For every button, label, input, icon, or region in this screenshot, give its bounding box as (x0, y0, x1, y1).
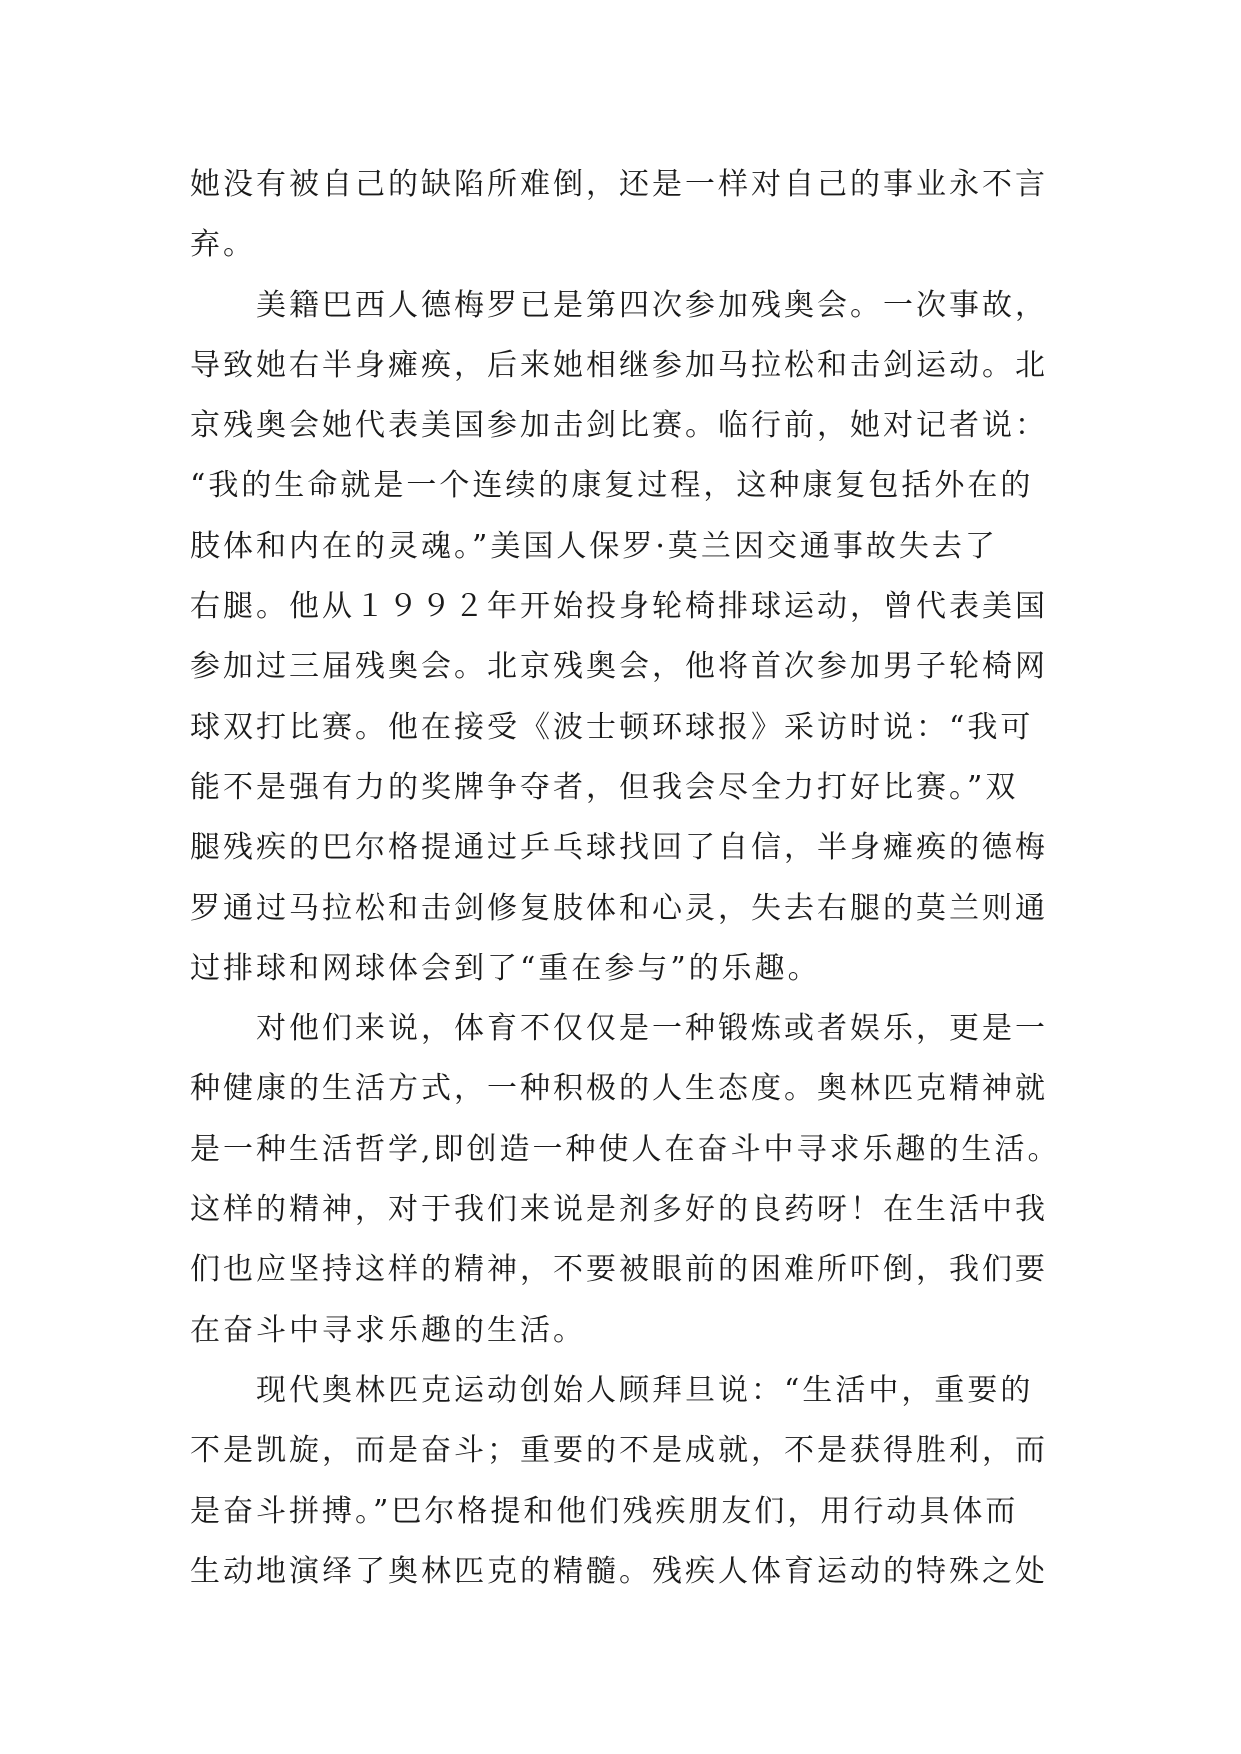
text-line: 过排球和网球体会到了“重在参与”的乐趣。 (190, 950, 821, 986)
text-line: 罗通过马拉松和击剑修复肢体和心灵，失去右腿的莫兰则通 (190, 890, 1048, 926)
text-line: 现代奥林匹克运动创始人顾拜旦说：“生活中，重要的 (190, 1372, 1034, 1408)
text-line: 参加过三届残奥会。北京残奥会，他将首次参加男子轮椅网 (190, 649, 1048, 685)
text-line: 是奋斗拼搏。”巴尔格提和他们残疾朋友们，用行动具体而 (190, 1493, 1019, 1529)
text-line: 们也应坚持这样的精神，不要被眼前的困难所吓倒，我们要 (190, 1252, 1048, 1288)
body-text (190, 155, 1070, 1602)
text-line: 这样的精神，对于我们来说是剂多好的良药呀！在生活中我 (190, 1192, 1048, 1228)
text-line: 弃。 (190, 227, 256, 263)
text-line: 京残奥会她代表美国参加击剑比赛。临行前，她对记者说： (190, 408, 1048, 444)
text-line: 种健康的生活方式，一种积极的人生态度。奥林匹克精神就 (190, 1071, 1048, 1107)
text-line: 导致她右半身瘫痪，后来她相继参加马拉松和击剑运动。北 (190, 347, 1048, 383)
text-line: 美籍巴西人德梅罗已是第四次参加残奥会。一次事故， (190, 287, 1048, 323)
text-line: 生动地演绎了奥林匹克的精髓。残疾人体育运动的特殊之处 (190, 1553, 1048, 1589)
text-line: 是一种生活哲学,即创造一种使人在奋斗中寻求乐趣的生活。 (190, 1131, 1061, 1167)
text-line: 对他们来说，体育不仅仅是一种锻炼或者娱乐，更是一 (190, 1011, 1048, 1047)
text-line: 球双打比赛。他在接受《波士顿环球报》采访时说：“我可 (190, 709, 1034, 745)
text-line: 在奋斗中寻求乐趣的生活。 (190, 1312, 586, 1348)
text-line: 右腿。他从１９９２年开始投身轮椅排球运动，曾代表美国 (190, 589, 1048, 625)
text-line: 肢体和内在的灵魂。”美国人保罗·莫兰因交通事故失去了 (190, 528, 998, 564)
text-line: 能不是强有力的奖牌争夺者，但我会尽全力打好比赛。”双 (190, 769, 1019, 805)
text-line: “我的生命就是一个连续的康复过程，这种康复包括外在的 (190, 468, 1034, 504)
text-line: 不是凯旋，而是奋斗；重要的不是成就，不是获得胜利，而 (190, 1433, 1048, 1469)
text-line: 她没有被自己的缺陷所难倒，还是一样对自己的事业永不言 (190, 167, 1048, 202)
text-line: 腿残疾的巴尔格提通过乒乓球找回了自信，半身瘫痪的德梅 (190, 830, 1048, 866)
